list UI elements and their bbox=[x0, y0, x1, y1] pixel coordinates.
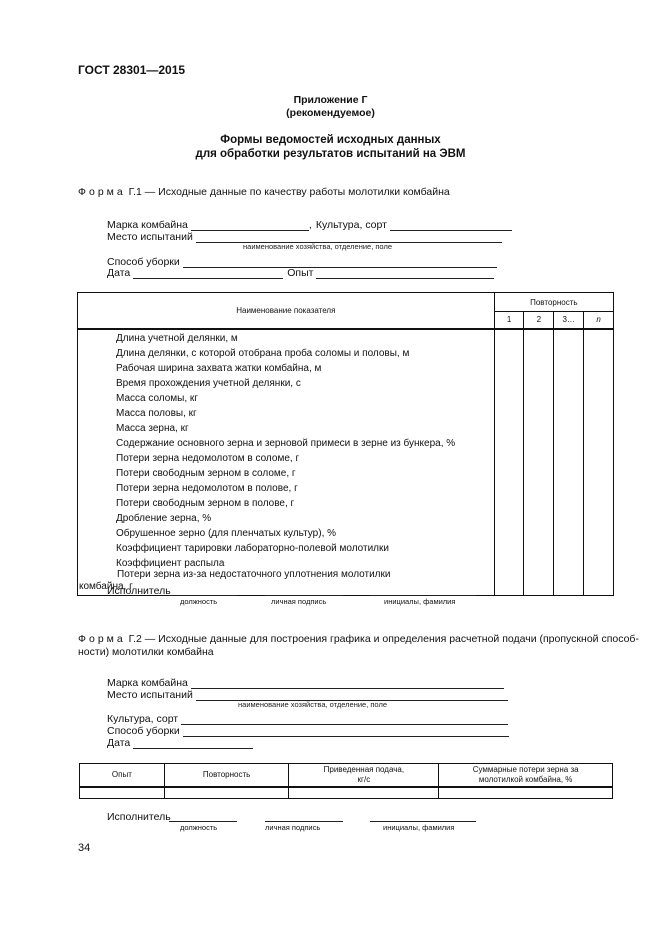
form2-signature-hint: личная подпись bbox=[265, 823, 321, 832]
cell[interactable] bbox=[554, 389, 584, 404]
col-header-rep-n: n bbox=[584, 312, 614, 329]
appendix-title-line2: для обработки результатов испытаний на ЭВМ bbox=[195, 148, 466, 160]
cell[interactable] bbox=[494, 539, 524, 554]
cell[interactable] bbox=[554, 494, 584, 509]
form2-name-hint: инициалы, фамилия bbox=[383, 823, 455, 832]
cell[interactable] bbox=[554, 374, 584, 389]
cell[interactable] bbox=[584, 404, 614, 419]
table-row bbox=[78, 554, 614, 569]
cell[interactable] bbox=[494, 524, 524, 539]
form1-name-field[interactable] bbox=[370, 595, 476, 596]
cell[interactable] bbox=[584, 464, 614, 479]
row-label: Потери зерна недомолотом в полове, г bbox=[78, 479, 495, 494]
form1-name-hint: инициалы, фамилия bbox=[384, 597, 456, 606]
row-label: Коэффициент распыла bbox=[78, 554, 495, 569]
crop-variety-field[interactable] bbox=[390, 221, 512, 231]
document-code: ГОСТ 28301—2015 bbox=[78, 63, 186, 77]
table-row bbox=[78, 494, 614, 509]
cell[interactable] bbox=[584, 374, 614, 389]
cell[interactable] bbox=[524, 359, 554, 374]
cell[interactable] bbox=[494, 569, 524, 596]
form1-table bbox=[77, 292, 614, 596]
cell[interactable] bbox=[494, 554, 524, 569]
crop-variety-label: Культура, сорт bbox=[315, 219, 387, 231]
col-header-feed-rate: Приведенная подача, кг/с bbox=[289, 764, 439, 787]
cell[interactable] bbox=[584, 569, 614, 596]
table-row bbox=[78, 464, 614, 479]
appendix-heading bbox=[0, 94, 661, 120]
table-row bbox=[78, 344, 614, 359]
date-field[interactable] bbox=[133, 269, 283, 279]
row-label: Потери зерна из-за недостаточного уплотнения молотилки комбайна, г bbox=[78, 569, 495, 596]
table-row bbox=[78, 389, 614, 404]
col-header-experiment: Опыт bbox=[80, 764, 165, 787]
test-site-label: Место испытаний bbox=[107, 231, 193, 243]
form2-row-date bbox=[107, 737, 253, 749]
combine-brand-label: Марка комбайна bbox=[107, 219, 188, 231]
cell[interactable] bbox=[524, 539, 554, 554]
form2-date-field[interactable] bbox=[133, 739, 253, 749]
row-label: Масса соломы, кг bbox=[78, 389, 495, 404]
cell[interactable] bbox=[494, 464, 524, 479]
col-header-rep-2: 2 bbox=[524, 312, 554, 329]
cell[interactable] bbox=[554, 404, 584, 419]
row-label: Потери свободным зерном в соломе, г bbox=[78, 464, 495, 479]
table-row bbox=[78, 404, 614, 419]
col-header-repetition: Повторность bbox=[494, 293, 613, 312]
form2-name-field[interactable] bbox=[370, 821, 476, 822]
row-label: Масса половы, кг bbox=[78, 404, 495, 419]
form1-signature-field[interactable] bbox=[265, 595, 343, 596]
form1-row-brand-crop: Марка комбайна , Культура, сорт bbox=[107, 219, 512, 231]
cell[interactable] bbox=[584, 389, 614, 404]
form2-harvest-method-field[interactable] bbox=[183, 727, 509, 737]
cell[interactable] bbox=[524, 329, 554, 344]
cell[interactable] bbox=[584, 344, 614, 359]
table-row bbox=[80, 787, 613, 799]
cell[interactable] bbox=[494, 509, 524, 524]
cell[interactable] bbox=[524, 509, 554, 524]
cell[interactable] bbox=[524, 389, 554, 404]
col-header-total-losses: Суммарные потери зерна за молотилкой комбайна, % bbox=[439, 764, 613, 787]
cell[interactable] bbox=[494, 404, 524, 419]
cell[interactable] bbox=[554, 479, 584, 494]
row-label: Потери свободным зерном в полове, г bbox=[78, 494, 495, 509]
appendix-title bbox=[0, 133, 661, 161]
form2-row-crop bbox=[107, 713, 508, 725]
col-header-rep-3: 3… bbox=[554, 312, 584, 329]
form1-prefix: Форма bbox=[78, 186, 126, 198]
appendix-title-line1: Формы ведомостей исходных данных bbox=[220, 134, 441, 146]
form2-combine-brand-label: Марка комбайна bbox=[107, 677, 188, 689]
table-row bbox=[78, 329, 614, 344]
experiment-field[interactable] bbox=[316, 269, 494, 279]
cell[interactable] bbox=[164, 787, 289, 799]
cell[interactable] bbox=[524, 524, 554, 539]
cell[interactable] bbox=[494, 389, 524, 404]
cell[interactable] bbox=[524, 494, 554, 509]
page-number: 34 bbox=[78, 842, 91, 854]
cell[interactable] bbox=[494, 374, 524, 389]
cell[interactable] bbox=[584, 329, 614, 344]
cell[interactable] bbox=[554, 554, 584, 569]
form2-test-site-hint: наименование хозяйства, отделение, поле bbox=[238, 700, 387, 709]
cell[interactable] bbox=[584, 359, 614, 374]
cell[interactable] bbox=[524, 449, 554, 464]
form2-crop-variety-label: Культура, сорт bbox=[107, 713, 179, 725]
form2-crop-variety-field[interactable] bbox=[181, 715, 508, 725]
col-header-rep-1: 1 bbox=[494, 312, 524, 329]
form1-signature-hint: личная подпись bbox=[271, 597, 327, 606]
cell[interactable] bbox=[584, 524, 614, 539]
table-row bbox=[78, 359, 614, 374]
form2-caption bbox=[78, 633, 639, 659]
form2-signature-field[interactable] bbox=[265, 821, 343, 822]
table-row bbox=[78, 419, 614, 434]
cell[interactable] bbox=[554, 509, 584, 524]
cell[interactable] bbox=[554, 569, 584, 596]
cell[interactable] bbox=[494, 359, 524, 374]
form2-test-site-label: Место испытаний bbox=[107, 689, 193, 701]
cell[interactable] bbox=[439, 787, 613, 799]
cell[interactable] bbox=[524, 569, 554, 596]
row-label: Обрушенное зерно (для пленчатых культур), % bbox=[78, 524, 495, 539]
cell[interactable] bbox=[584, 494, 614, 509]
cell[interactable] bbox=[554, 359, 584, 374]
appendix-label: Приложение Г bbox=[293, 94, 368, 106]
col-header-indicator-name: Наименование показателя bbox=[78, 293, 495, 329]
table-row bbox=[78, 374, 614, 389]
row-label: Длина учетной делянки, м bbox=[78, 329, 495, 344]
test-site-hint: наименование хозяйства, отделение, поле bbox=[243, 242, 392, 251]
form2-position-hint: должность bbox=[180, 823, 218, 832]
col-header-repetition: Повторность bbox=[164, 764, 289, 787]
cell[interactable] bbox=[584, 449, 614, 464]
form2-executor-label: Исполнитель bbox=[107, 811, 171, 823]
form1-row-date-exp bbox=[107, 267, 494, 279]
harvest-method-label: Способ уборки bbox=[107, 256, 180, 268]
row-label: Масса зерна, кг bbox=[78, 419, 495, 434]
experiment-label: Опыт bbox=[287, 267, 314, 279]
cell[interactable] bbox=[554, 524, 584, 539]
cell[interactable] bbox=[524, 464, 554, 479]
cell[interactable] bbox=[494, 344, 524, 359]
table-row bbox=[78, 479, 614, 494]
cell[interactable] bbox=[554, 329, 584, 344]
form1-position-hint: должность bbox=[180, 597, 218, 606]
table-row bbox=[78, 539, 614, 554]
form2-prefix: Форма bbox=[78, 633, 126, 645]
cell[interactable] bbox=[554, 434, 584, 449]
cell[interactable] bbox=[554, 449, 584, 464]
form2-row-method bbox=[107, 725, 509, 737]
cell[interactable] bbox=[554, 419, 584, 434]
cell[interactable] bbox=[524, 374, 554, 389]
cell[interactable] bbox=[289, 787, 439, 799]
table-row bbox=[78, 449, 614, 464]
form2-caption-line1: Г.2 — Исходные данные для построения графика и определения расчетной подачи (пропускной способ- bbox=[128, 633, 639, 645]
cell[interactable] bbox=[524, 404, 554, 419]
table-row bbox=[78, 509, 614, 524]
cell[interactable] bbox=[584, 434, 614, 449]
row-label: Дробление зерна, % bbox=[78, 509, 495, 524]
cell[interactable] bbox=[554, 539, 584, 554]
cell[interactable] bbox=[584, 554, 614, 569]
form2-date-label: Дата bbox=[107, 737, 131, 749]
cell[interactable] bbox=[524, 434, 554, 449]
row-label: Потери зерна недомолотом в соломе, г bbox=[78, 449, 495, 464]
cell[interactable] bbox=[584, 509, 614, 524]
row-label: Длина делянки, с которой отобрана проба соломы и половы, м bbox=[78, 344, 495, 359]
form1-position-field[interactable] bbox=[169, 595, 237, 596]
form2-row-brand bbox=[107, 677, 504, 689]
cell[interactable] bbox=[524, 554, 554, 569]
cell[interactable] bbox=[494, 494, 524, 509]
form1-caption-text: Г.1 — Исходные данные по качеству работы молотилки комбайна bbox=[128, 186, 450, 198]
cell[interactable] bbox=[494, 479, 524, 494]
cell[interactable] bbox=[494, 449, 524, 464]
form2-combine-brand-field[interactable] bbox=[191, 679, 504, 689]
cell[interactable] bbox=[494, 434, 524, 449]
cell[interactable] bbox=[584, 419, 614, 434]
cell[interactable] bbox=[494, 329, 524, 344]
combine-brand-field[interactable] bbox=[191, 221, 309, 231]
row-label: Время прохождения учетной делянки, с bbox=[78, 374, 495, 389]
form1-caption bbox=[78, 186, 450, 198]
form2-harvest-method-label: Способ уборки bbox=[107, 725, 180, 737]
date-label: Дата bbox=[107, 267, 131, 279]
appendix-status: (рекомендуемое) bbox=[286, 107, 375, 119]
cell[interactable] bbox=[584, 479, 614, 494]
form2-table bbox=[79, 763, 613, 799]
form2-position-field[interactable] bbox=[169, 821, 237, 822]
cell[interactable] bbox=[554, 344, 584, 359]
form2-caption-line2: ности) молотилки комбайна bbox=[78, 646, 214, 658]
cell[interactable] bbox=[80, 787, 165, 799]
cell[interactable] bbox=[524, 479, 554, 494]
table-row bbox=[78, 434, 614, 449]
table-row bbox=[78, 524, 614, 539]
cell[interactable] bbox=[584, 539, 614, 554]
form1-executor-label: Исполнитель bbox=[107, 585, 171, 597]
row-label: Содержание основного зерна и зерновой примеси в зерне из бункера, % bbox=[78, 434, 495, 449]
row-label: Рабочая ширина захвата жатки комбайна, м bbox=[78, 359, 495, 374]
cell[interactable] bbox=[554, 464, 584, 479]
cell[interactable] bbox=[494, 419, 524, 434]
cell[interactable] bbox=[524, 419, 554, 434]
row-label: Коэффициент тарировки лабораторно-полевой молотилки bbox=[78, 539, 495, 554]
cell[interactable] bbox=[524, 344, 554, 359]
